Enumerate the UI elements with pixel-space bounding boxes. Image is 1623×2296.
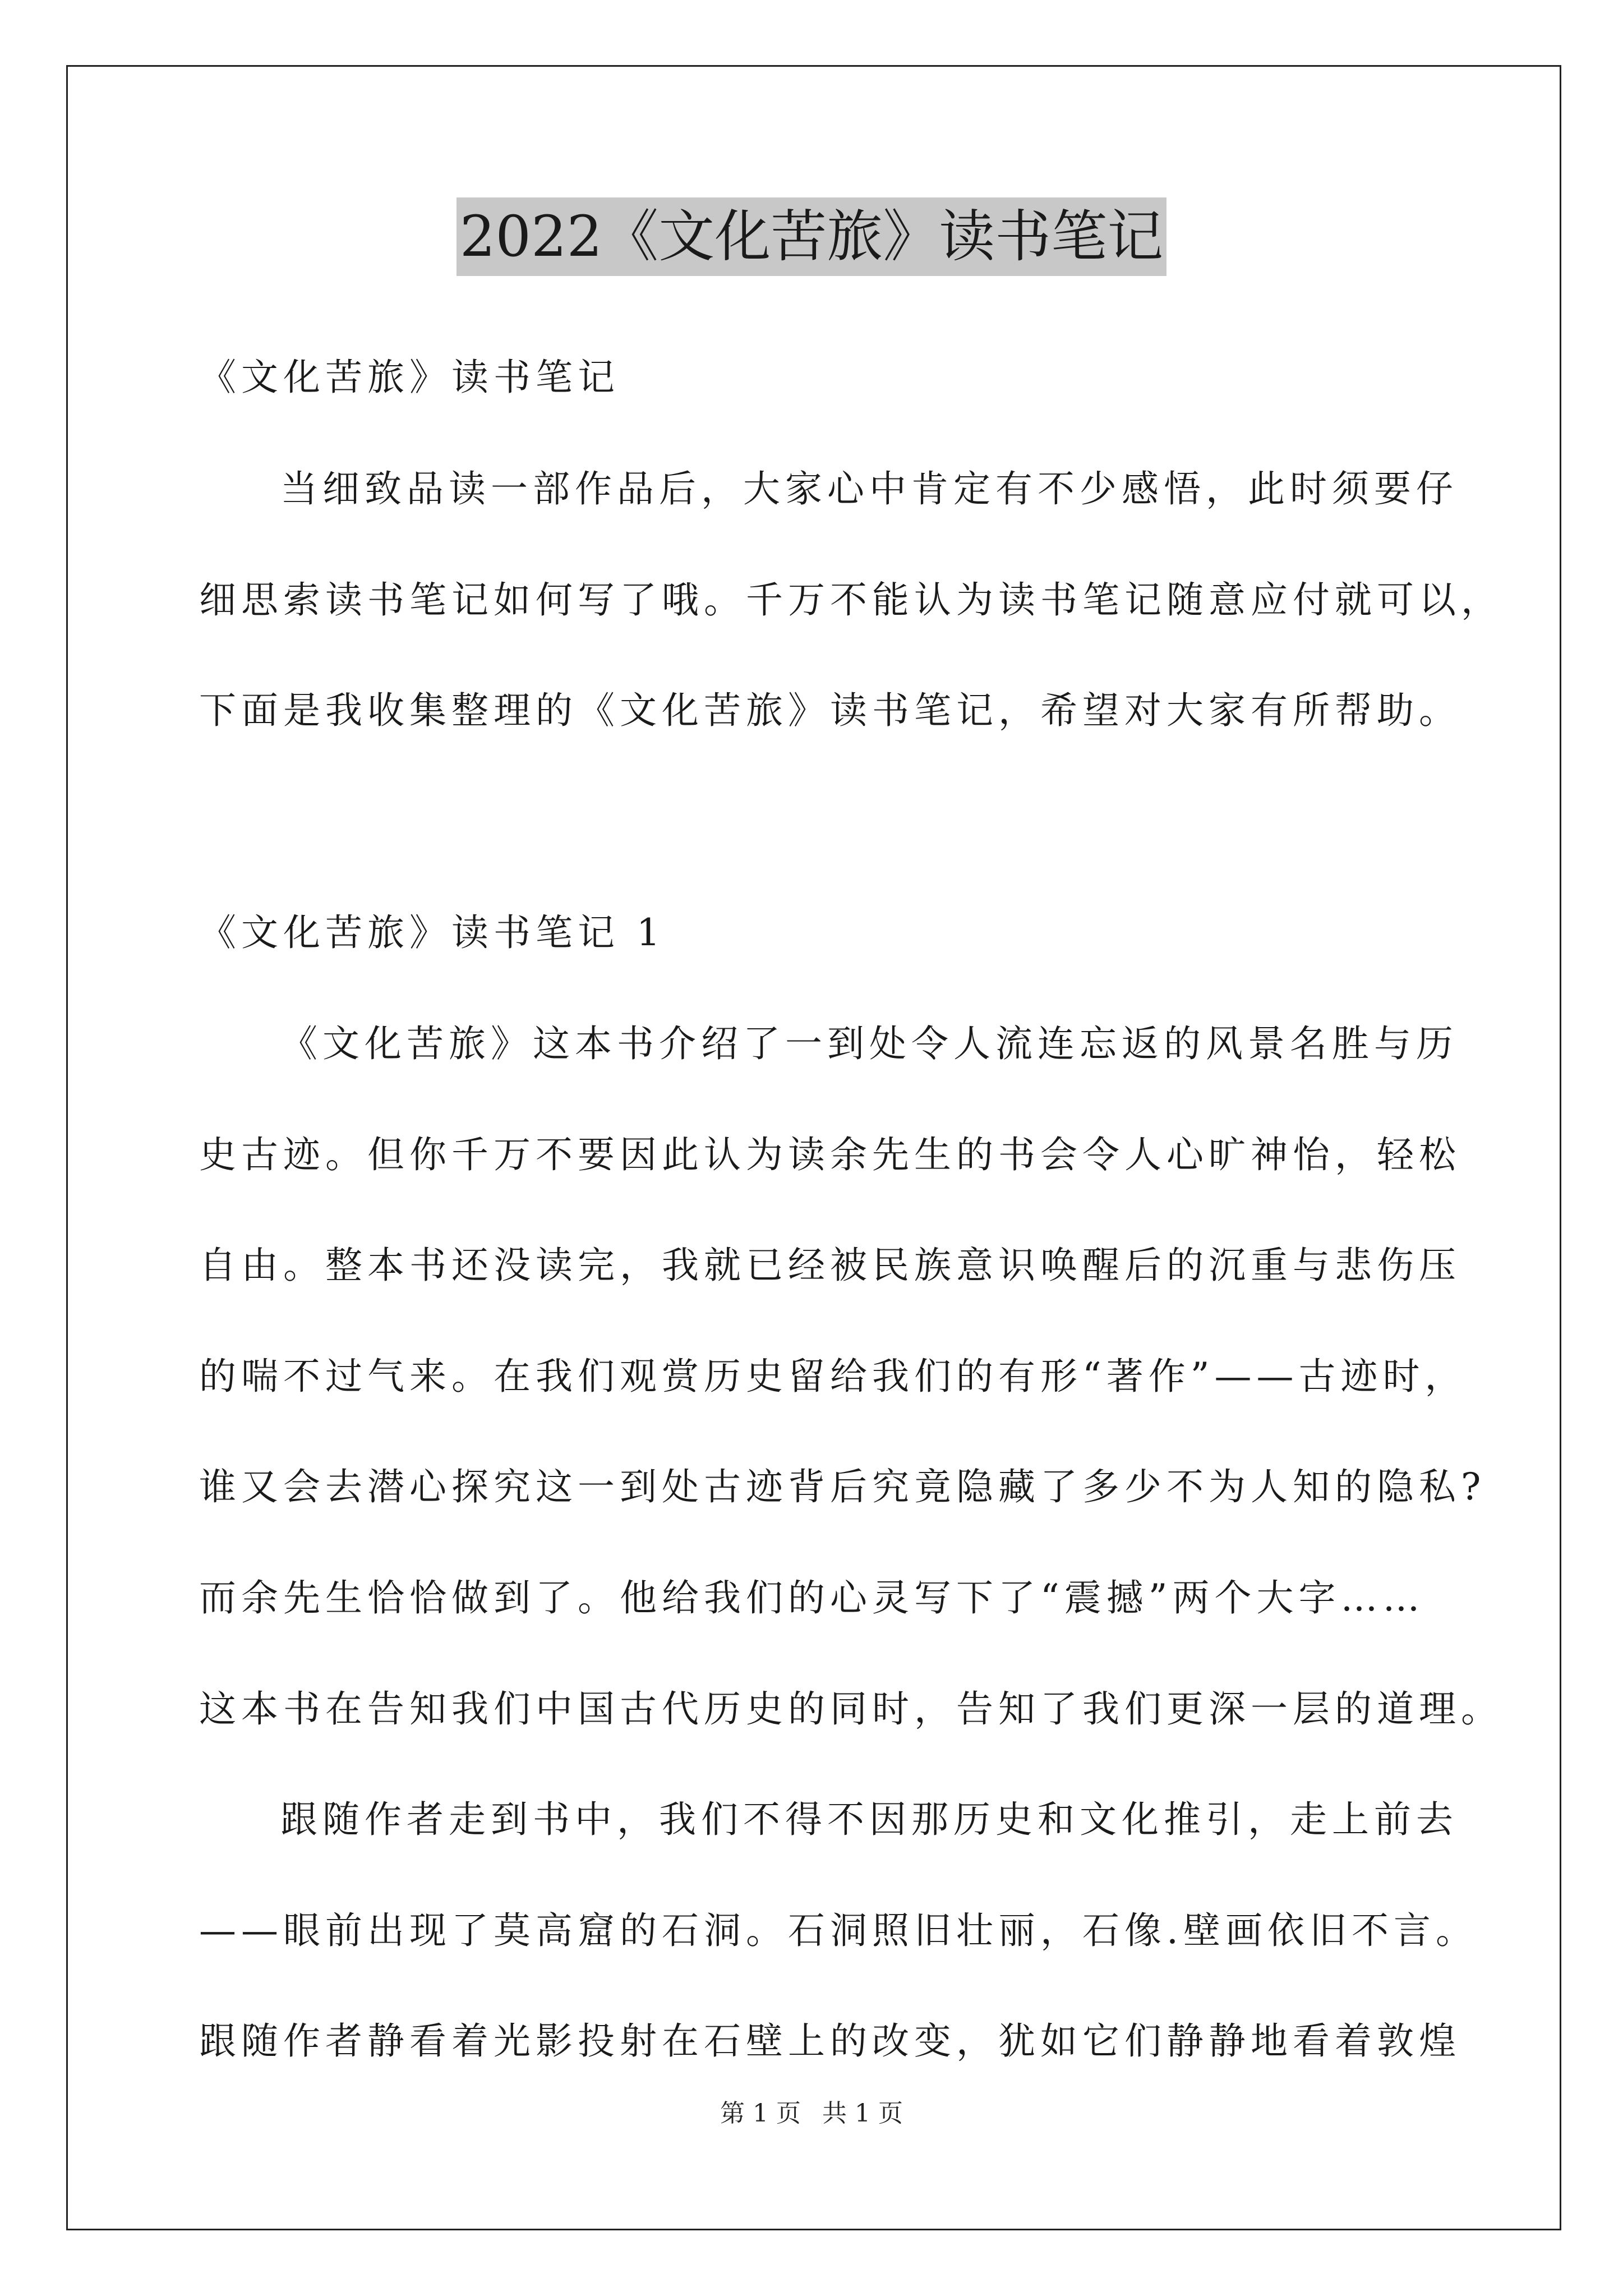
title-container: [0, 197, 1623, 276]
paragraph-line: 细思索读书笔记如何写了哦。千万不能认为读书笔记随意应付就可以，: [199, 578, 1503, 622]
paragraph-line: 的喘不过气来。在我们观赏历史留给我们的有形“著作”——古迹时，: [199, 1355, 1467, 1398]
paragraph-line: 当细致品读一部作品后，大家心中肯定有不少感悟，此时须要仔: [280, 467, 1458, 510]
page-total: 共 1 页: [822, 2099, 903, 2128]
paragraph-line: 而余先生恰恰做到了。他给我们的心灵写下了“震撼”两个大字……: [199, 1576, 1425, 1619]
paragraph-line: 跟随作者走到书中，我们不得不因那历史和文化推引，走上前去: [280, 1798, 1458, 1841]
paragraph-line: 跟随作者静看着光影投射在石壁上的改变，犹如它们静静地看着敦煌: [199, 2019, 1461, 2063]
section-heading: 《文化苦旅》读书笔记 1: [199, 911, 665, 954]
paragraph-line: 史古迹。但你千万不要因此认为读余先生的书会令人心旷神怡，轻松: [199, 1133, 1461, 1176]
page-footer: [0, 2097, 1623, 2131]
paragraph-line: 这本书在告知我们中国古代历史的同时，告知了我们更深一层的道理。: [199, 1687, 1503, 1731]
paragraph-line: ——眼前出现了莫高窟的石洞。石洞照旧壮丽，石像.壁画依旧不言。: [199, 1909, 1478, 1952]
paragraph-line: 《文化苦旅》这本书介绍了一到处令人流连忘返的风景名胜与历: [280, 1022, 1458, 1065]
page-number: 第 1 页: [720, 2099, 801, 2128]
paragraph-line: 谁又会去潜心探究这一到处古迹背后究竟隐藏了多少不为人知的隐私?: [199, 1465, 1486, 1508]
paragraph-line: 自由。整本书还没读完，我就已经被民族意识唤醒后的沉重与悲伤压: [199, 1244, 1461, 1287]
document-title: 2022《文化苦旅》读书笔记: [457, 197, 1167, 276]
paragraph-line: 下面是我收集整理的《文化苦旅》读书笔记，希望对大家有所帮助。: [199, 689, 1461, 732]
subtitle-line: 《文化苦旅》读书笔记: [199, 356, 620, 399]
